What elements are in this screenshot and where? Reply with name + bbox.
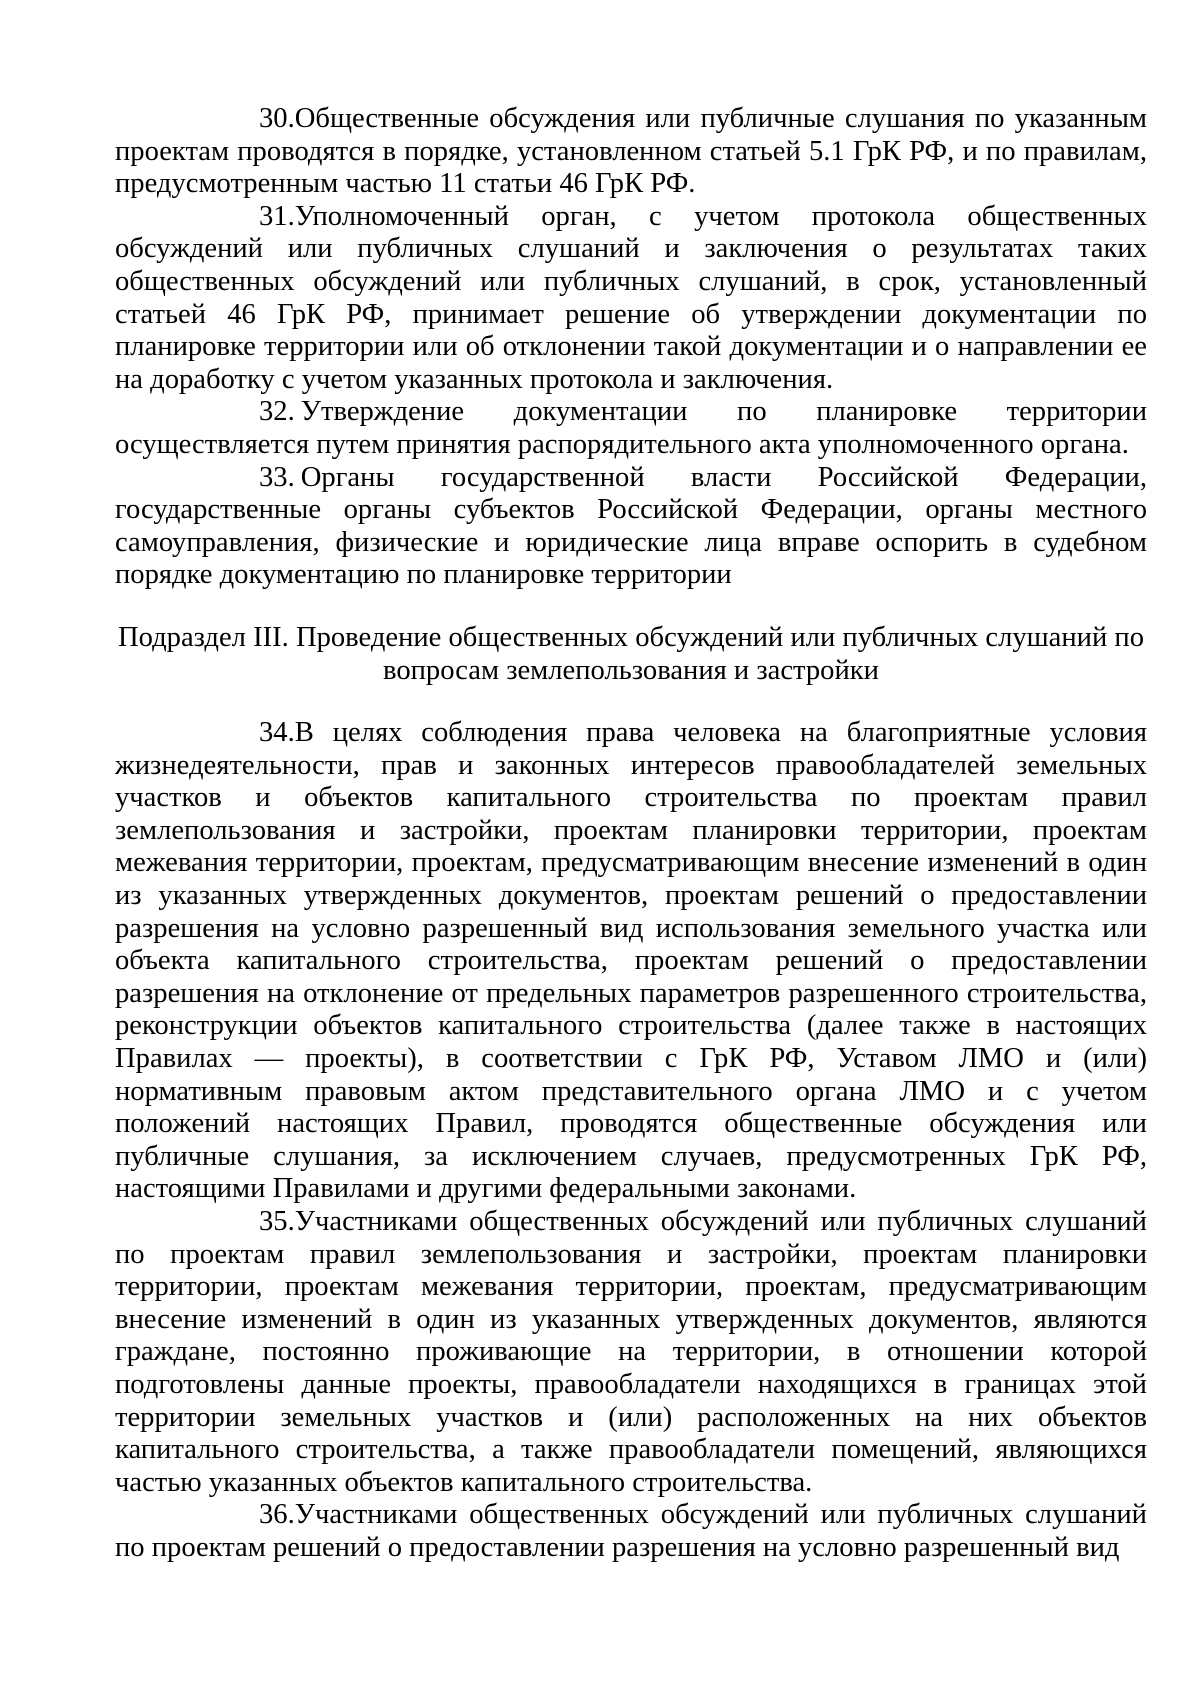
paragraph-text: Участниками общественных обсуждений или публичных слушаний по проектам правил землепользования и застройки, проектам планировки территории, проектам межевания территории, проектам, предусматривающим внесение изменений в один из указанных утвержденных документов, являются граждане, постоянно проживающие на территории, в отношении которой подготовлены данные проекты, правообладатели находящихся в границах этой территории земельных участков и (или) расположенных на них объектов капитального строительства, а также правообладатели помещений, являющихся частью указанных объектов капитального строительства. bbox=[115, 1206, 1147, 1498]
paragraph-30 bbox=[115, 103, 1147, 201]
paragraph-number: 35. bbox=[259, 1206, 295, 1237]
paragraph-text: Утверждение документации по планировке территории осуществляется путем принятия распорядительного акта уполномоченного органа. bbox=[115, 396, 1147, 460]
paragraph-33 bbox=[115, 462, 1147, 592]
paragraph-number: 36. bbox=[259, 1499, 295, 1531]
paragraph-31 bbox=[115, 201, 1147, 397]
section-heading: Подраздел III. Проведение общественных обсуждений или публичных слушаний по вопросам землепользования и застройки bbox=[117, 621, 1144, 686]
paragraph-36 bbox=[115, 1499, 1147, 1564]
paragraph-32 bbox=[115, 396, 1147, 461]
paragraph-text: Общественные обсуждения или публичные слушания по указанным проектам проводятся в порядке, установленном статьей 5.1 ГрК РФ, и по правилам, предусмотренным частью 11 статьи 46 ГрК РФ. bbox=[115, 103, 1147, 200]
paragraph-number: 34. bbox=[259, 717, 295, 749]
paragraph-number: 33. bbox=[259, 461, 295, 493]
paragraph-35 bbox=[115, 1206, 1147, 1499]
paragraph-text: Органы государственной власти Российской Федерации, государственные органы субъектов Российской Федерации, органы местного самоуправления, физические и юридические лица вправе оспорить в судебном порядке документацию по планировке территории bbox=[115, 461, 1147, 591]
paragraph-34 bbox=[115, 717, 1147, 1206]
paragraph-number: 32. bbox=[259, 396, 295, 428]
paragraph-text: Уполномоченный орган, с учетом протокола общественных обсуждений или публичных слушаний и заключения о результатах таких общественных обсуждений или публичных слушаний, в срок, установленный статьей 46 ГрК РФ, принимает решение об утверждении документации по планировке территории или об отклонении такой документации и о направлении ее на доработку с учетом указанных протокола и заключения. bbox=[115, 200, 1147, 395]
paragraph-text: В целях соблюдения права человека на благоприятные условия жизнедеятельности, прав и законных интересов правообладателей земельных участков и объектов капитального строительства по проектам правил землепользования и застройки, проектам планировки территории, проектам межевания территории, проектам, предусматривающим внесение изменений в один из указанных утвержденных документов, проектам решений о предоставлении разрешения на условно разрешенный вид использования земельного участка или объекта капитального строительства, проектам решений о предоставлении разрешения на отклонение от предельных параметров разрешенного строительства, реконструкции объектов капитального строительства (далее также в настоящих Правилах — проекты), в соответствии с ГрК РФ, Уставом ЛМО и (или) нормативным правовым актом представительного органа ЛМО и с учетом положений настоящих Правил, проводятся общественные обсуждения или публичные слушания, за исключением случаев, предусмотренных ГрК РФ, настоящими Правилами и другими федеральными законами. bbox=[115, 717, 1147, 1205]
paragraph-text: Участниками общественных обсуждений или публичных слушаний по проектам решений о предоставлении разрешения на условно разрешенный вид bbox=[115, 1499, 1147, 1563]
paragraph-number: 31. bbox=[259, 200, 295, 232]
document-page bbox=[115, 103, 1147, 1565]
paragraph-number: 30. bbox=[259, 103, 295, 134]
